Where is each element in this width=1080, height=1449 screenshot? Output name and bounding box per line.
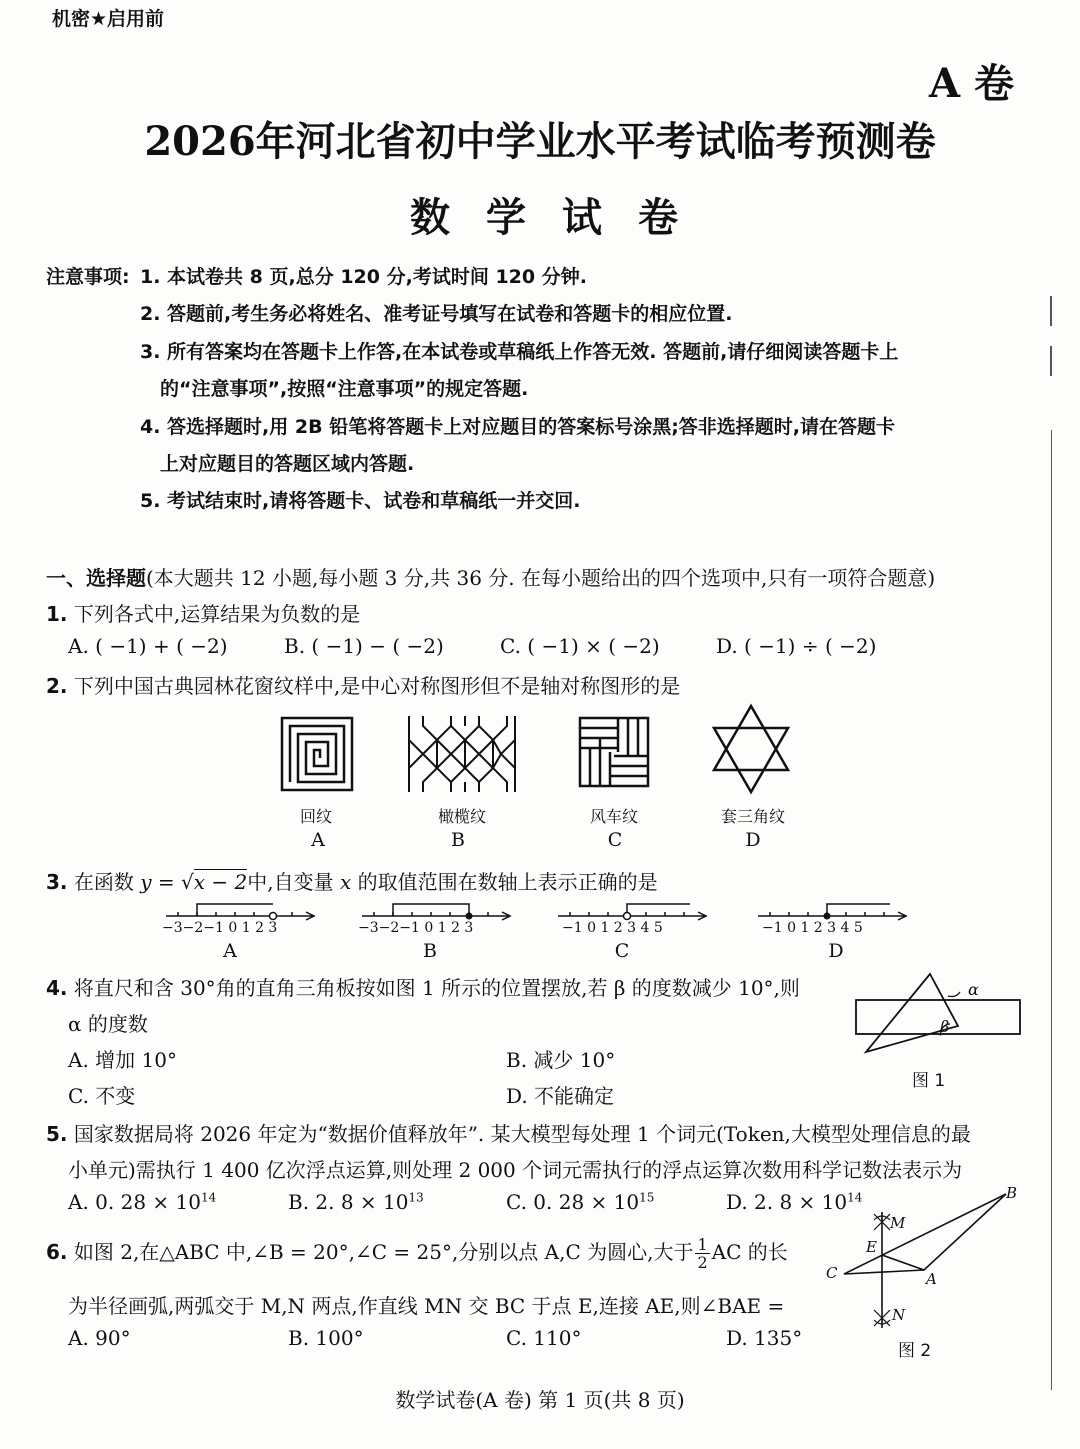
question-2 xyxy=(46,670,680,699)
figure-letter: C xyxy=(614,940,630,962)
figure-letter: A xyxy=(223,940,237,962)
question-stem-continued: 为半径画弧,两弧交于 M,N 两点,作直线 MN 交 BC 于点 E,连接 AE,则∠BAE = xyxy=(68,1294,785,1318)
olive-pattern-figure xyxy=(405,716,519,792)
question-number: 2. xyxy=(46,674,68,698)
question-number: 4. xyxy=(46,976,68,1000)
question-number: 1. xyxy=(46,602,68,626)
option-a xyxy=(68,1190,216,1214)
fraction-half xyxy=(695,1236,709,1271)
point-b-label: B xyxy=(1006,1184,1018,1202)
fraction-denominator: 2 xyxy=(697,1253,708,1272)
notice-item-continued: 的“注意事项”,按照“注意事项”的规定答题. xyxy=(160,378,529,400)
question-stem: 下列各式中,运算结果为负数的是 xyxy=(73,602,361,626)
point-m-label: M xyxy=(890,1214,906,1232)
question-stem: 中,自变量 xyxy=(247,870,334,894)
option-exponent: 14 xyxy=(847,1190,863,1205)
section-title: 一、选择题 xyxy=(46,566,146,590)
scan-edge-mark xyxy=(1050,346,1052,376)
notice-item: 5. 考试结束时,请将答题卡、试卷和草稿纸一并交回. xyxy=(140,490,581,512)
notice-item: 3. 所有答案均在答题卡上作答,在本试卷或草稿纸上作答无效. 答题前,请仔细阅读答题卡上 xyxy=(140,341,899,363)
option-base: A. 0. 28 × 10 xyxy=(68,1190,201,1214)
axis-labels-a: −3−2−1 0 1 2 3 xyxy=(162,920,278,936)
section-heading xyxy=(46,562,935,591)
option-b: B. ( −1) − ( −2) xyxy=(284,634,444,658)
question-number: 3. xyxy=(46,870,68,894)
function-formula: y = xyxy=(140,870,182,894)
question-stem: 下列中国古典园林花窗纹样中,是中心对称图形但不是轴对称图形的是 xyxy=(73,674,681,698)
fraction-numerator: 1 xyxy=(697,1235,708,1254)
triangle-abc-figure xyxy=(830,1190,1020,1336)
axis-labels-c: −1 0 1 2 3 4 5 xyxy=(562,920,663,936)
question-1 xyxy=(46,598,360,627)
option-a: A. 90° xyxy=(68,1326,131,1350)
option-b: B. 100° xyxy=(288,1326,364,1350)
figure-letter: A xyxy=(311,829,325,851)
option-d: D. 135° xyxy=(726,1326,803,1350)
question-3 xyxy=(46,866,658,895)
notice-label: 注意事项: xyxy=(46,266,130,288)
point-n-label: N xyxy=(892,1306,906,1324)
fret-pattern-figure xyxy=(280,716,354,792)
paper-version: A 卷 xyxy=(929,60,1014,107)
option-c: C. 不变 xyxy=(68,1084,136,1108)
exam-subject: 数学试卷 xyxy=(410,195,714,241)
question-stem: 如图 2,在△ABC 中,∠B = 20°,∠C = 25°,分别以点 A,C 为圆心,大于 xyxy=(73,1240,694,1264)
option-exponent: 13 xyxy=(408,1190,424,1205)
confidential-label: 机密★启用前 xyxy=(52,8,165,30)
option-c: C. ( −1) × ( −2) xyxy=(500,634,660,658)
option-c xyxy=(506,1190,654,1214)
scan-edge-mark xyxy=(1050,296,1052,326)
point-c-label: C xyxy=(826,1264,838,1282)
pinwheel-pattern-figure xyxy=(578,716,650,788)
question-stem-continued: α 的度数 xyxy=(68,1012,148,1036)
notice-item: 1. 本试卷共 8 页,总分 120 分,考试时间 120 分钟. xyxy=(140,266,587,288)
notice-item-continued: 上对应题目的答题区域内答题. xyxy=(160,453,415,475)
question-stem: 在函数 xyxy=(73,870,134,894)
figure-caption: 回纹 xyxy=(299,807,332,826)
question-stem: AC 的长 xyxy=(711,1240,788,1264)
point-e-label: E xyxy=(866,1238,877,1256)
question-stem: 将直尺和含 30°角的直角三角板按如图 1 所示的位置摆放,若 β 的度数减少 10°,则 xyxy=(73,976,800,1000)
axis-labels-b: −3−2−1 0 1 2 3 xyxy=(358,920,474,936)
option-b: B. 减少 10° xyxy=(506,1048,616,1072)
option-base: B. 2. 8 × 10 xyxy=(288,1190,409,1214)
question-number: 6. xyxy=(46,1240,68,1264)
option-exponent: 15 xyxy=(639,1190,655,1205)
option-d: D. 不能确定 xyxy=(506,1084,615,1108)
alpha-label: α xyxy=(968,980,979,999)
option-c: C. 110° xyxy=(506,1326,582,1350)
notice-item: 2. 答题前,考生务必将姓名、准考证号填写在试卷和答题卡的相应位置. xyxy=(140,303,733,325)
question-stem: 的取值范围在数轴上表示正确的是 xyxy=(357,870,658,894)
figure-letter: B xyxy=(451,829,465,851)
figure-letter: D xyxy=(745,829,761,851)
option-a: A. 增加 10° xyxy=(68,1048,177,1072)
beta-label: β xyxy=(940,1017,950,1036)
option-a: A. ( −1) + ( −2) xyxy=(68,634,228,658)
ruler-triangle-figure xyxy=(852,970,1024,1060)
radicand: x − 2 xyxy=(193,870,248,894)
figure-letter: D xyxy=(828,940,844,962)
notice-item: 4. 答选择题时,用 2B 铅笔将答题卡上对应题目的答案标号涂黑;答非选择题时,请在答题卡 xyxy=(140,416,896,438)
figure-caption: 橄榄纹 xyxy=(437,807,486,826)
question-stem-continued: 小单元)需执行 1 400 亿次浮点运算,则处理 2 000 个词元需执行的浮点运算次数用科学记数法表示为 xyxy=(68,1158,963,1182)
section-description: (本大题共 12 小题,每小题 3 分,共 36 分. 在每小题给出的四个选项中,只有一项符合题意) xyxy=(146,566,936,590)
option-d: D. ( −1) ÷ ( −2) xyxy=(716,634,877,658)
option-b xyxy=(288,1190,424,1214)
question-5 xyxy=(46,1118,971,1147)
option-base: C. 0. 28 × 10 xyxy=(506,1190,640,1214)
page-footer: 数学试卷(A 卷) 第 1 页(共 8 页) xyxy=(395,1388,685,1412)
figure-letter: C xyxy=(607,829,623,851)
figure-caption: 套三角纹 xyxy=(720,807,785,826)
axis-labels-d: −1 0 1 2 3 4 5 xyxy=(762,920,863,936)
question-6 xyxy=(46,1236,788,1271)
exam-title: 2026年河北省初中学业水平考试临考预测卷 xyxy=(144,118,936,165)
sqrt-sign: √ xyxy=(181,870,194,894)
option-base: D. 2. 8 × 10 xyxy=(726,1190,848,1214)
figure-2-label: 图 2 xyxy=(898,1341,932,1361)
question-4 xyxy=(46,972,800,1001)
option-exponent: 14 xyxy=(200,1190,217,1205)
figure-caption: 风车纹 xyxy=(589,807,638,826)
variable: x xyxy=(339,870,352,894)
question-stem: 国家数据局将 2026 年定为“数据价值释放年”. 某大模型每处理 1 个词元(Token,大模型处理信息的最 xyxy=(73,1122,971,1146)
figure-1-label: 图 1 xyxy=(912,1071,946,1091)
interlocking-triangles-figure xyxy=(710,704,792,794)
scan-edge-line xyxy=(1051,430,1052,1390)
point-a-label: A xyxy=(926,1270,937,1288)
question-number: 5. xyxy=(46,1122,68,1146)
figure-letter: B xyxy=(423,940,437,962)
